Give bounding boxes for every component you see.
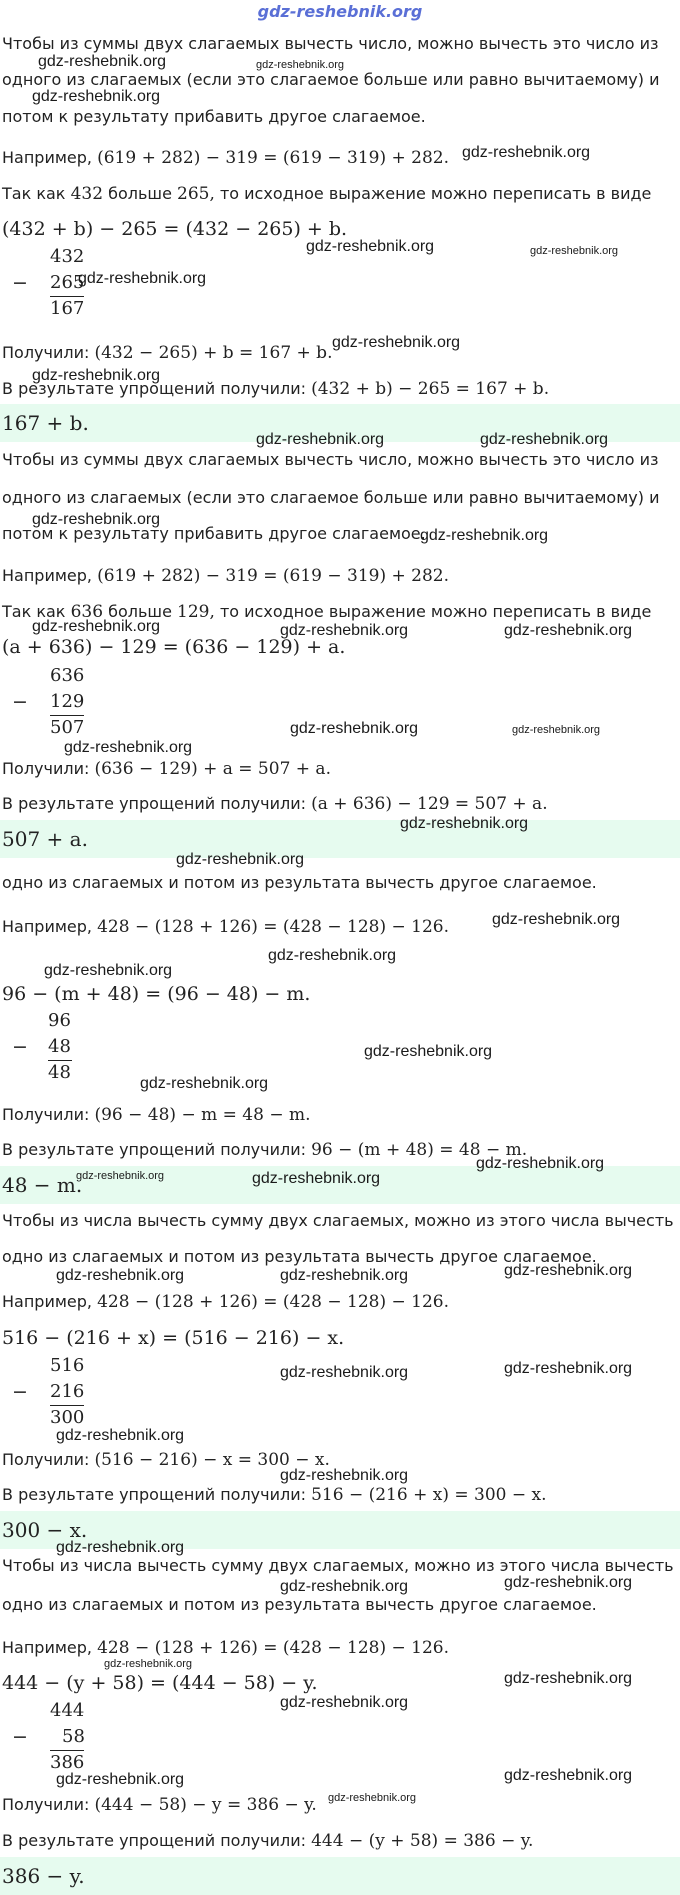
rule-line-3: потом к результату прибавить другое слагаемое. bbox=[2, 107, 426, 126]
column-bar bbox=[50, 1405, 84, 1406]
column-subtrahend: 129 bbox=[50, 691, 85, 712]
watermark: gdz-reshebnik.org bbox=[268, 947, 397, 964]
example-line bbox=[2, 1638, 449, 1658]
watermark: gdz-reshebnik.org bbox=[280, 1694, 409, 1711]
watermark: gdz-reshebnik.org bbox=[400, 815, 529, 832]
result-line bbox=[2, 794, 548, 814]
got-math: (636 − 129) + a = 507 + a. bbox=[94, 759, 331, 779]
watermark: gdz-reshebnik.org bbox=[252, 1170, 381, 1187]
got-math: (516 − 216) − x = 300 − x. bbox=[94, 1450, 330, 1470]
result-math: 444 − (y + 58) = 386 − y. bbox=[311, 1831, 534, 1851]
rule-line-1: Чтобы из суммы двух слагаемых вычесть число, можно вычесть это число из bbox=[2, 34, 659, 53]
column-minuend: 444 bbox=[50, 1700, 85, 1721]
watermark: gdz-reshebnik.org bbox=[512, 724, 601, 736]
watermark: gdz-reshebnik.org bbox=[32, 511, 161, 528]
result-math: (432 + b) − 265 = 167 + b. bbox=[311, 379, 550, 399]
example-math: 428 − (128 + 126) = (428 − 128) − 126. bbox=[97, 1638, 449, 1658]
got-label: Получили: bbox=[2, 1105, 90, 1124]
expression: (a + 636) − 129 = (636 − 129) + a. bbox=[2, 636, 346, 658]
watermark: gdz-reshebnik.org bbox=[280, 622, 409, 639]
example-math: 428 − (128 + 126) = (428 − 128) − 126. bbox=[97, 917, 449, 937]
column-minuend: 432 bbox=[50, 246, 85, 267]
column-subtraction bbox=[2, 1010, 92, 1088]
watermark: gdz-reshebnik.org bbox=[462, 144, 591, 161]
since-mid: больше bbox=[108, 602, 172, 621]
minus-sign: − bbox=[12, 272, 28, 294]
watermark: gdz-reshebnik.org bbox=[530, 245, 619, 257]
watermark: gdz-reshebnik.org bbox=[32, 367, 161, 384]
rule-line-3: потом к результату прибавить другое слагаемое. bbox=[2, 524, 426, 543]
column-subtrahend: 48 bbox=[48, 1036, 71, 1057]
example-label: Например, bbox=[2, 917, 93, 936]
minus-sign: − bbox=[12, 1036, 28, 1058]
got-line bbox=[2, 1795, 317, 1815]
watermark: gdz-reshebnik.org bbox=[480, 431, 609, 448]
example-label: Например, bbox=[2, 148, 93, 167]
column-result: 167 bbox=[50, 298, 85, 319]
rule-line-1: Чтобы из числа вычесть сумму двух слагаемых, можно из этого числа вычесть bbox=[2, 1556, 674, 1575]
watermark: gdz-reshebnik.org bbox=[256, 431, 385, 448]
watermark: gdz-reshebnik.org bbox=[64, 739, 193, 756]
example-math: 428 − (128 + 126) = (428 − 128) − 126. bbox=[97, 1292, 449, 1312]
got-label: Получили: bbox=[2, 1795, 90, 1814]
watermark: gdz-reshebnik.org bbox=[364, 1043, 493, 1060]
expression: (432 + b) − 265 = (432 − 265) + b. bbox=[2, 218, 348, 240]
minus-sign: − bbox=[12, 691, 28, 713]
column-bar bbox=[50, 296, 84, 297]
watermark: gdz-reshebnik.org bbox=[476, 1155, 605, 1172]
column-minuend: 96 bbox=[48, 1010, 71, 1031]
watermark: gdz-reshebnik.org bbox=[32, 88, 161, 105]
watermark: gdz-reshebnik.org bbox=[280, 1364, 409, 1381]
example-label: Например, bbox=[2, 566, 93, 585]
example-line bbox=[2, 917, 449, 937]
watermark: gdz-reshebnik.org bbox=[56, 1771, 185, 1788]
column-minuend: 636 bbox=[50, 665, 85, 686]
answer-text: 386 − y. bbox=[2, 1864, 85, 1888]
watermark: gdz-reshebnik.org bbox=[420, 527, 549, 544]
column-bar bbox=[48, 1060, 72, 1061]
column-result: 48 bbox=[48, 1062, 71, 1083]
got-line bbox=[2, 759, 331, 779]
watermark: gdz-reshebnik.org bbox=[280, 1467, 409, 1484]
expression: 96 − (m + 48) = (96 − 48) − m. bbox=[2, 983, 311, 1005]
watermark: gdz-reshebnik.org bbox=[140, 1075, 269, 1092]
answer-box bbox=[0, 820, 680, 858]
watermark: gdz-reshebnik.org bbox=[44, 962, 173, 979]
watermark: gdz-reshebnik.org bbox=[332, 334, 461, 351]
column-bar bbox=[50, 715, 84, 716]
example-line bbox=[2, 148, 449, 168]
answer-text: 507 + a. bbox=[2, 827, 88, 851]
column-result: 386 bbox=[50, 1752, 85, 1773]
result-label: В результате упрощений получили: bbox=[2, 794, 307, 813]
column-subtrahend: 58 bbox=[62, 1726, 85, 1747]
rule-line-1: Чтобы из числа вычесть сумму двух слагаемых, можно из этого числа вычесть bbox=[2, 1211, 674, 1230]
example-line bbox=[2, 566, 449, 586]
watermark: gdz-reshebnik.org bbox=[504, 1262, 633, 1279]
since-a: 636 bbox=[70, 602, 104, 622]
watermark: gdz-reshebnik.org bbox=[56, 1427, 185, 1444]
column-subtraction bbox=[2, 1700, 92, 1778]
rule-line-2: одно из слагаемых и потом из результата вычесть другое слагаемое. bbox=[2, 1595, 597, 1614]
rule-line-1: Чтобы из суммы двух слагаемых вычесть число, можно вычесть это число из bbox=[2, 450, 659, 469]
answer-text: 300 − x. bbox=[2, 1518, 88, 1542]
since-suffix: то исходное выражение можно переписать в виде bbox=[219, 602, 652, 621]
watermark: gdz-reshebnik.org bbox=[38, 53, 167, 70]
result-line bbox=[2, 1831, 533, 1851]
got-label: Получили: bbox=[2, 343, 90, 362]
column-subtraction bbox=[2, 1355, 92, 1433]
since-prefix: Так как bbox=[2, 602, 66, 621]
result-label: В результате упрощений получили: bbox=[2, 1831, 307, 1850]
answer-text: 48 − m. bbox=[2, 1173, 83, 1197]
column-minuend: 516 bbox=[50, 1355, 85, 1376]
column-result: 300 bbox=[50, 1407, 85, 1428]
result-label: В результате упрощений получили: bbox=[2, 379, 307, 398]
watermark: gdz-reshebnik.org bbox=[176, 851, 305, 868]
result-math: 96 − (m + 48) = 48 − m. bbox=[311, 1140, 528, 1160]
example-math: (619 + 282) − 319 = (619 − 319) + 282. bbox=[97, 148, 449, 168]
watermark: gdz-reshebnik.org bbox=[290, 720, 419, 737]
result-line bbox=[2, 1485, 547, 1505]
since-suffix: то исходное выражение можно переписать в виде bbox=[219, 184, 652, 203]
since-b: 265, bbox=[177, 184, 215, 204]
result-label: В результате упрощений получили: bbox=[2, 1485, 307, 1504]
watermark: gdz-reshebnik.org bbox=[56, 1267, 185, 1284]
watermark: gdz-reshebnik.org bbox=[504, 1767, 633, 1784]
example-line bbox=[2, 1292, 449, 1312]
site-watermark-header: gdz-reshebnik.org bbox=[257, 2, 423, 21]
since-a: 432 bbox=[70, 184, 104, 204]
result-line bbox=[2, 1140, 527, 1160]
watermark: gdz-reshebnik.org bbox=[504, 1360, 633, 1377]
column-subtrahend: 265 bbox=[50, 272, 85, 293]
watermark: gdz-reshebnik.org bbox=[76, 1170, 165, 1182]
rule-line-2: одного из слагаемых (если это слагаемое больше или равно вычитаемому) и bbox=[2, 70, 660, 89]
column-subtrahend: 216 bbox=[50, 1381, 85, 1402]
got-line bbox=[2, 343, 332, 363]
got-line bbox=[2, 1105, 311, 1125]
watermark: gdz-reshebnik.org bbox=[504, 1574, 633, 1591]
rule-line-2: одного из слагаемых (если это слагаемое больше или равно вычитаемому) и bbox=[2, 488, 660, 507]
got-label: Получили: bbox=[2, 1450, 90, 1469]
watermark: gdz-reshebnik.org bbox=[492, 911, 621, 928]
got-math: (444 − 58) − y = 386 − y. bbox=[94, 1795, 317, 1815]
rule-line-2: одно из слагаемых и потом из результата вычесть другое слагаемое. bbox=[2, 873, 597, 892]
watermark: gdz-reshebnik.org bbox=[78, 270, 207, 287]
result-label: В результате упрощений получили: bbox=[2, 1140, 307, 1159]
watermark: gdz-reshebnik.org bbox=[328, 1792, 417, 1804]
expression: 444 − (y + 58) = (444 − 58) − y. bbox=[2, 1672, 318, 1694]
column-result: 507 bbox=[50, 717, 85, 738]
got-math: (96 − 48) − m = 48 − m. bbox=[94, 1105, 311, 1125]
answer-box bbox=[0, 1857, 680, 1895]
example-label: Например, bbox=[2, 1292, 93, 1311]
watermark: gdz-reshebnik.org bbox=[504, 622, 633, 639]
watermark: gdz-reshebnik.org bbox=[256, 59, 345, 71]
watermark: gdz-reshebnik.org bbox=[56, 1539, 185, 1556]
answer-text: 167 + b. bbox=[2, 411, 89, 435]
minus-sign: − bbox=[12, 1381, 28, 1403]
since-mid: больше bbox=[108, 184, 172, 203]
rule-line-2: одно из слагаемых и потом из результата вычесть другое слагаемое. bbox=[2, 1247, 597, 1266]
result-math: (a + 636) − 129 = 507 + a. bbox=[311, 794, 548, 814]
column-bar bbox=[50, 1750, 84, 1751]
got-label: Получили: bbox=[2, 759, 90, 778]
result-math: 516 − (216 + x) = 300 − x. bbox=[311, 1485, 547, 1505]
got-math: (432 − 265) + b = 167 + b. bbox=[94, 343, 333, 363]
since-line bbox=[2, 184, 651, 204]
since-b: 129, bbox=[177, 602, 215, 622]
column-subtraction bbox=[2, 665, 92, 743]
watermark: gdz-reshebnik.org bbox=[104, 1658, 193, 1670]
watermark: gdz-reshebnik.org bbox=[306, 238, 435, 255]
since-prefix: Так как bbox=[2, 184, 66, 203]
minus-sign: − bbox=[12, 1726, 28, 1748]
example-label: Например, bbox=[2, 1638, 93, 1657]
watermark: gdz-reshebnik.org bbox=[504, 1670, 633, 1687]
watermark: gdz-reshebnik.org bbox=[280, 1578, 409, 1595]
example-math: (619 + 282) − 319 = (619 − 319) + 282. bbox=[97, 566, 449, 586]
expression: 516 − (216 + x) = (516 − 216) − x. bbox=[2, 1327, 345, 1349]
watermark: gdz-reshebnik.org bbox=[32, 618, 161, 635]
watermark: gdz-reshebnik.org bbox=[280, 1267, 409, 1284]
